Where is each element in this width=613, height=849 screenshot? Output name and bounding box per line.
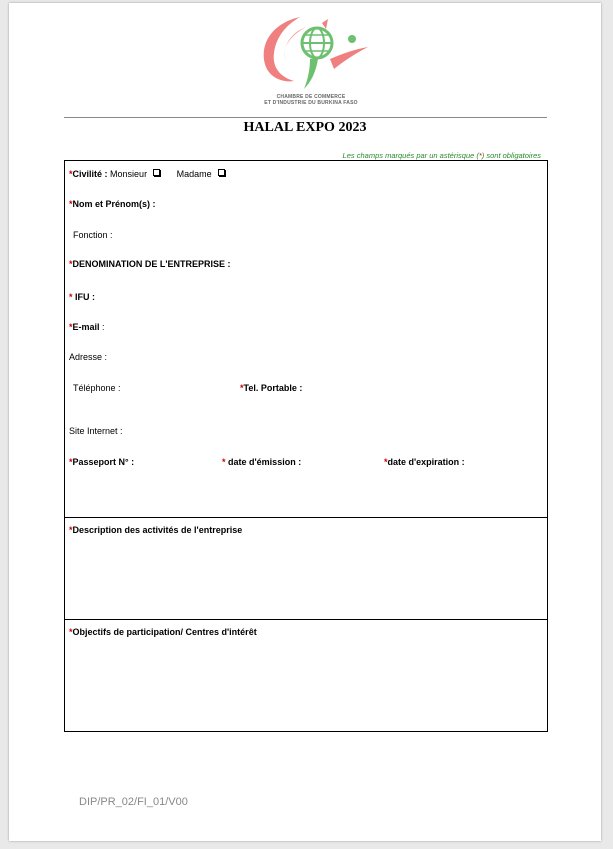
description-field[interactable]: *Description des activités de l'entreprise [69,525,243,535]
header-rule [64,117,547,118]
telephone-field[interactable]: Téléphone : [73,383,121,393]
document-reference-code: DIP/PR_02/FI_01/V00 [79,796,188,808]
document-page [9,3,601,841]
document-title: HALAL EXPO 2023 [243,120,367,135]
monsieur-option-label: Monsieur [110,169,148,179]
adresse-field[interactable]: Adresse : [69,352,108,362]
denomination-field[interactable]: *DENOMINATION DE L'ENTREPRISE : [69,259,231,269]
passeport-field[interactable]: *Passeport N° : [69,457,135,467]
required-fields-note: Les champs marqués par un astérisque (*) sont obligatoires [342,151,541,160]
cci-emblem-icon [252,9,370,94]
civilite-field: *Civilité : Monsieur Madame [69,169,225,179]
registration-form [64,160,548,732]
site-internet-field[interactable]: Site Internet : [69,426,123,436]
madame-option-label: Madame [176,169,212,179]
section-divider [65,619,547,620]
logo-text-line-2: ET D'INDUSTRIE DU BURKINA FASO [264,100,358,106]
objectifs-field[interactable]: *Objectifs de participation/ Centres d'intérêt [69,627,257,637]
ifu-field[interactable]: * IFU : [69,292,96,302]
logo-text-line-1: CHAMBRE DE COMMERCE [276,94,346,100]
nom-prenom-field[interactable]: *Nom et Prénom(s) : [69,199,156,209]
section-divider [65,517,547,518]
tel-portable-field[interactable]: *Tel. Portable : [240,383,303,393]
cci-bf-logo [252,9,370,109]
date-emission-field[interactable]: * date d'émission : [222,457,302,467]
email-field[interactable]: *E-mail : [69,322,105,332]
madame-checkbox[interactable] [218,169,225,176]
monsieur-checkbox[interactable] [153,169,160,176]
fonction-field[interactable]: Fonction : [73,230,113,240]
date-expiration-field[interactable]: *date d'expiration : [384,457,465,467]
